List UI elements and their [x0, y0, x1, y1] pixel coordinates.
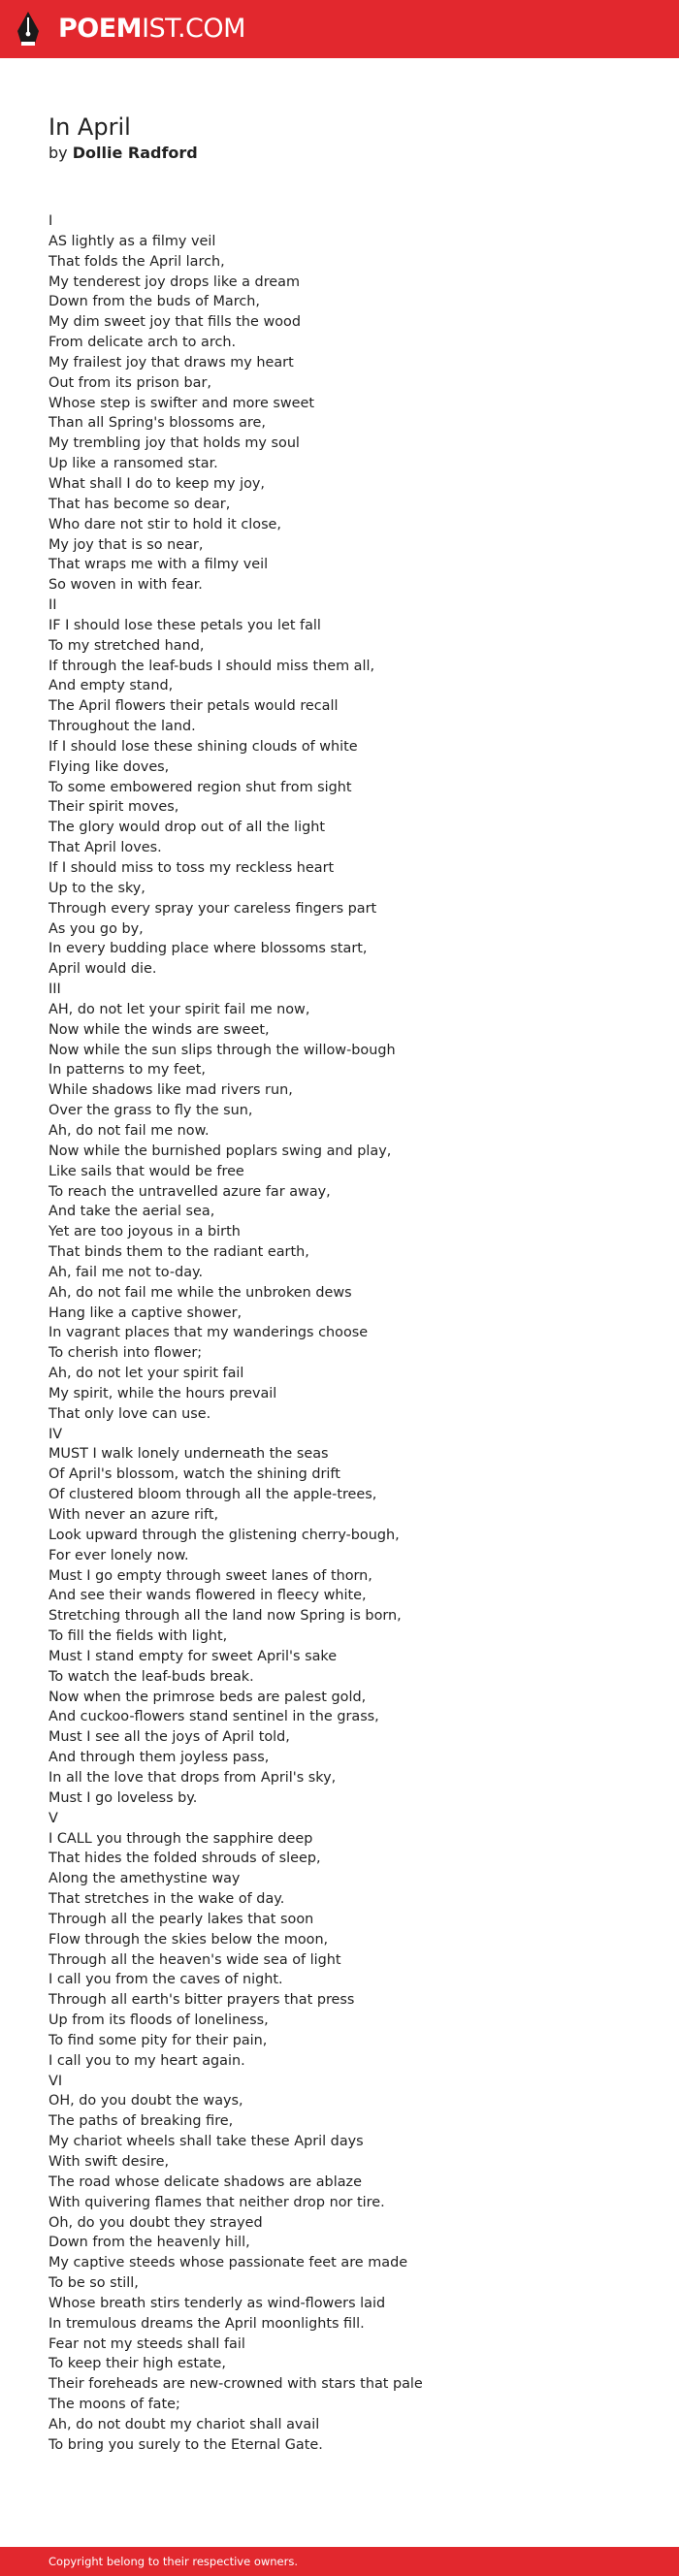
poem-line: So woven in with fear.: [48, 577, 203, 594]
poem-line: To some embowered region shut from sight: [48, 779, 352, 795]
poem-line: My spirit, while the hours prevail: [48, 1385, 277, 1401]
site-logo-link[interactable]: [58, 13, 245, 46]
poem-line: My tenderest joy drops like a dream: [48, 274, 300, 290]
poem-line: Ah, do not doubt my chariot shall avail: [48, 2416, 320, 2432]
poem-line: Must I go loveless by.: [48, 1789, 198, 1806]
poem-line: Down from the buds of March,: [48, 294, 260, 310]
poem-line: Whose breath stirs tenderly as wind-flowers laid: [48, 2295, 386, 2311]
site-header: [0, 0, 679, 58]
poem-line: IV: [48, 1426, 63, 1442]
poem-line: April would die.: [48, 961, 157, 978]
poem-line: If I should miss to toss my reckless heart: [48, 860, 335, 876]
poem-line: In every budding place where blossoms start,: [48, 941, 368, 957]
poem-line: MUST I walk lonely underneath the seas: [48, 1446, 329, 1463]
poem-line: If I should lose these shining clouds of white: [48, 738, 358, 755]
poem-line: Ah, do not fail me now.: [48, 1122, 210, 1139]
poem-line: Throughout the land.: [48, 719, 196, 735]
poem-line: Down from the heavenly hill,: [48, 2235, 250, 2251]
poem-line: Out from its prison bar,: [48, 374, 211, 391]
poem-line: My joy that is so near,: [48, 536, 204, 553]
poem-line: I call you to my heart again.: [48, 2052, 245, 2069]
poem-line: V: [48, 1810, 58, 1826]
poem-line: Flying like doves,: [48, 758, 170, 775]
poem-line: Oh, do you doubt they strayed: [48, 2214, 263, 2231]
poem-line: IF I should lose these petals you let fall: [48, 617, 321, 633]
poem-line: Flow through the skies below the moon,: [48, 1931, 329, 1948]
poem-line: In patterns to my feet,: [48, 1062, 207, 1079]
poem-line: With never an azure rift,: [48, 1507, 219, 1523]
poem-line: Than all Spring's blossoms are,: [48, 415, 266, 432]
poem-line: Ah, do not fail me while the unbroken dews: [48, 1284, 352, 1301]
poem-line: Whose step is swifter and more sweet: [48, 395, 315, 411]
poem-line: My dim sweet joy that fills the wood: [48, 314, 301, 331]
poem-line: Up to the sky,: [48, 880, 146, 896]
poem-line: In all the love that drops from April's sky,: [48, 1769, 337, 1786]
poem-line: To watch the leaf-buds break.: [48, 1668, 254, 1685]
poem-line: Through all the pearly lakes that soon: [48, 1911, 314, 1927]
poem-line: The road whose delicate shadows are ablaze: [48, 2174, 362, 2190]
poem-line: To fill the fields with light,: [48, 1628, 228, 1645]
poem-line: VI: [48, 2073, 63, 2089]
poem-line: II: [48, 597, 57, 614]
poem-line: OH, do you doubt the ways,: [48, 2093, 243, 2109]
poem-line: Like sails that would be free: [48, 1163, 244, 1179]
poem-line: AH, do not let your spirit fail me now,: [48, 1001, 310, 1017]
poem-line: Who dare not stir to hold it close,: [48, 516, 281, 532]
poem-line: My chariot wheels shall take these April days: [48, 2134, 364, 2150]
site-footer: [0, 2547, 679, 2576]
poem-line: Now while the winds are sweet,: [48, 1021, 270, 1038]
poem-line: The moons of fate;: [48, 2397, 180, 2413]
poem-line: Through every spray your careless fingers part: [48, 900, 377, 917]
poem-line: I CALL you through the sapphire deep: [48, 1830, 313, 1847]
poem-line: To my stretched hand,: [48, 637, 205, 654]
poem-line: Must I go empty through sweet lanes of thorn,: [48, 1567, 372, 1584]
by-label: by: [48, 144, 73, 162]
poem-line: My trembling joy that holds my soul: [48, 435, 300, 452]
poem-line: With swift desire,: [48, 2154, 170, 2170]
poem-line: Must I stand empty for sweet April's sake: [48, 1648, 338, 1664]
poem-line: From delicate arch to arch.: [48, 335, 237, 351]
poem-line: Yet are too joyous in a birth: [48, 1224, 241, 1240]
poem-line: And empty stand,: [48, 678, 174, 694]
brand-rest: IST.COM: [142, 14, 245, 44]
poem-line: To cherish into flower;: [48, 1345, 203, 1362]
poem-line: AS lightly as a filmy veil: [48, 233, 216, 249]
poem-line: Ah, do not let your spirit fail: [48, 1366, 244, 1382]
poem-line: Up like a ransomed star.: [48, 456, 218, 472]
poem-line: In vagrant places that my wanderings choose: [48, 1325, 369, 1341]
byline: [48, 144, 198, 163]
poem-line: The April flowers their petals would recall: [48, 698, 339, 715]
poem-line: To be so still,: [48, 2275, 139, 2292]
poem-line: Stretching through all the land now Spring is born,: [48, 1608, 402, 1625]
poem-line: That hides the folded shrouds of sleep,: [48, 1851, 321, 1867]
poem-line: Hang like a captive shower,: [48, 1304, 242, 1321]
poem-line: To bring you surely to the Eternal Gate.: [48, 2436, 323, 2453]
poem-line: To reach the untravelled azure far away,: [48, 1183, 331, 1200]
poem-line: Of clustered bloom through all the apple-trees,: [48, 1487, 377, 1503]
poem-line: The paths of breaking fire,: [48, 2113, 234, 2130]
poem-title: In April: [48, 113, 131, 141]
poem-line: Must I see all the joys of April told,: [48, 1729, 290, 1746]
poem-line: What shall I do to keep my joy,: [48, 475, 265, 492]
poem-line: That binds them to the radiant earth,: [48, 1244, 309, 1261]
poem-line: In tremulous dreams the April moonlights fill.: [48, 2315, 365, 2332]
copyright-text: Copyright belong to their respective owners.: [48, 2555, 299, 2568]
poem-line: Look upward through the glistening cherry-bough,: [48, 1527, 400, 1543]
poem-line: Their spirit moves,: [48, 799, 179, 816]
poem-line: My captive steeds whose passionate feet are made: [48, 2255, 408, 2271]
poem-line: III: [48, 982, 61, 998]
poem-line: That wraps me with a filmy veil: [48, 557, 269, 573]
poem-line: For ever lonely now.: [48, 1547, 189, 1563]
poem-line: That has become so dear,: [48, 496, 231, 512]
poem-line: The glory would drop out of all the light: [48, 820, 325, 836]
poem-line: As you go by,: [48, 920, 144, 937]
poem-line: Now while the sun slips through the willow-bough: [48, 1042, 396, 1058]
poem-line: Ah, fail me not to-day.: [48, 1264, 204, 1280]
poem-line: Their foreheads are new-crowned with stars that pale: [48, 2376, 423, 2393]
poem-line: Along the amethystine way: [48, 1871, 241, 1887]
poem-line: If through the leaf-buds I should miss them all,: [48, 658, 375, 674]
poem-line: With quivering flames that neither drop nor tire.: [48, 2194, 385, 2210]
poem-line: To find some pity for their pain,: [48, 2032, 268, 2048]
poem-line: And cuckoo-flowers stand sentinel in the grass,: [48, 1709, 379, 1725]
poem-line: And take the aerial sea,: [48, 1204, 215, 1220]
poem-line: Of April's blossom, watch the shining drift: [48, 1466, 340, 1483]
poem-line: And through them joyless pass,: [48, 1750, 270, 1766]
poem-line: And see their wands flowered in fleecy white,: [48, 1588, 367, 1604]
poem-line: Now while the burnished poplars swing and play,: [48, 1143, 392, 1159]
poem-line: That folds the April larch,: [48, 253, 225, 270]
poem-line: That stretches in the wake of day.: [48, 1891, 285, 1908]
poem-line: Now when the primrose beds are palest gold,: [48, 1689, 367, 1705]
poem-line: That only love can use.: [48, 1405, 211, 1422]
pen-nib-icon[interactable]: [16, 12, 41, 47]
poem-line: Over the grass to fly the sun,: [48, 1103, 253, 1119]
poem-line: Fear not my steeds shall fail: [48, 2335, 245, 2352]
author-link[interactable]: Dollie Radford: [72, 144, 198, 162]
poem-line: Through all the heaven's wide sea of light: [48, 1951, 341, 1968]
poem-line: Through all earth's bitter prayers that press: [48, 1992, 355, 2009]
poem-body: [48, 211, 423, 2456]
poem-line: To keep their high estate,: [48, 2356, 226, 2372]
brand-bold: POEM: [58, 14, 143, 44]
poem-line: My frailest joy that draws my heart: [48, 354, 294, 370]
poem-line: I call you from the caves of night.: [48, 1972, 283, 1988]
poem-line: Up from its floods of loneliness,: [48, 2012, 269, 2029]
poem-line: I: [48, 213, 53, 229]
poem-line: That April loves.: [48, 840, 162, 856]
poem-line: While shadows like mad rivers run,: [48, 1082, 293, 1099]
